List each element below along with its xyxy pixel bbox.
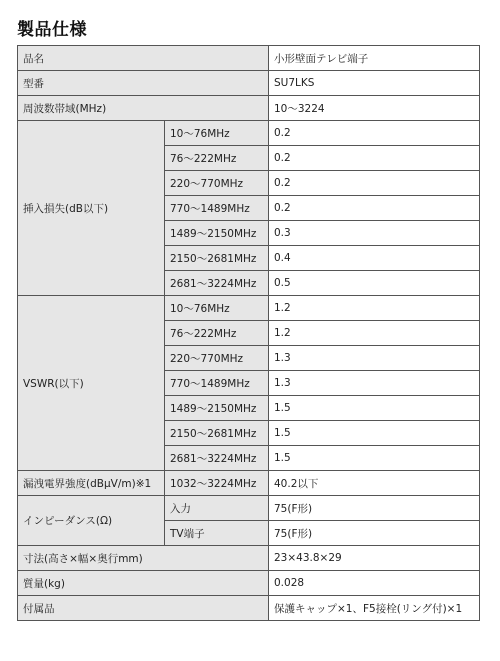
- row-value: 1.3: [269, 346, 480, 371]
- range-label: 76～222MHz: [165, 321, 269, 346]
- row-value: 40.2以下: [269, 471, 480, 496]
- group-label: VSWR(以下): [18, 296, 165, 471]
- table-row: [18, 71, 480, 96]
- range-label: TV端子: [165, 521, 269, 546]
- range-label: 1489～2150MHz: [165, 396, 269, 421]
- range-label: 2150～2681MHz: [165, 421, 269, 446]
- row-value: 75(F形): [269, 496, 480, 521]
- row-value: 1.2: [269, 321, 480, 346]
- row-value: 0.3: [269, 221, 480, 246]
- row-value: 保護キャップ×1、F5接栓(リング付)×1: [269, 596, 480, 621]
- range-label: 1032～3224MHz: [165, 471, 269, 496]
- range-label: 770～1489MHz: [165, 371, 269, 396]
- row-value: 0.2: [269, 146, 480, 171]
- row-value: 1.3: [269, 371, 480, 396]
- table-row: [18, 496, 480, 521]
- range-label: 220～770MHz: [165, 171, 269, 196]
- row-label: 品名: [18, 46, 269, 71]
- row-value: 0.2: [269, 196, 480, 221]
- table-row: [18, 46, 480, 71]
- row-value: SU7LKS: [269, 71, 480, 96]
- row-value: 1.2: [269, 296, 480, 321]
- table-row: [18, 471, 480, 496]
- range-label: 76～222MHz: [165, 146, 269, 171]
- range-label: 770～1489MHz: [165, 196, 269, 221]
- range-label: 2150～2681MHz: [165, 246, 269, 271]
- group-label: インピーダンス(Ω): [18, 496, 165, 546]
- table-row: [18, 96, 480, 121]
- row-value: 1.5: [269, 446, 480, 471]
- range-label: 2681～3224MHz: [165, 446, 269, 471]
- table-row: [18, 296, 480, 321]
- row-label: 周波数帯域(MHz): [18, 96, 269, 121]
- row-value: 1.5: [269, 396, 480, 421]
- row-value: 小形壁面テレビ端子: [269, 46, 480, 71]
- table-row: [18, 546, 480, 571]
- range-label: 10～76MHz: [165, 121, 269, 146]
- row-label: 質量(kg): [18, 571, 269, 596]
- table-row: [18, 571, 480, 596]
- row-label: 型番: [18, 71, 269, 96]
- page-title: 製品仕様: [17, 20, 87, 40]
- group-label: 挿入損失(dB以下): [18, 121, 165, 296]
- table-row: [18, 121, 480, 146]
- row-label: 寸法(高さ×幅×奥行mm): [18, 546, 269, 571]
- range-label: 入力: [165, 496, 269, 521]
- row-value: 0.4: [269, 246, 480, 271]
- range-label: 1489～2150MHz: [165, 221, 269, 246]
- row-value: 1.5: [269, 421, 480, 446]
- table-row: [18, 596, 480, 621]
- row-value: 23×43.8×29: [269, 546, 480, 571]
- row-label: 付属品: [18, 596, 269, 621]
- row-value: 75(F形): [269, 521, 480, 546]
- range-label: 10～76MHz: [165, 296, 269, 321]
- row-value: 0.2: [269, 171, 480, 196]
- spec-table: [17, 45, 480, 621]
- row-value: 10～3224: [269, 96, 480, 121]
- row-value: 0.028: [269, 571, 480, 596]
- row-value: 0.5: [269, 271, 480, 296]
- row-label: 漏洩電界強度(dBμV/m)※1: [18, 471, 165, 496]
- range-label: 220～770MHz: [165, 346, 269, 371]
- row-value: 0.2: [269, 121, 480, 146]
- range-label: 2681～3224MHz: [165, 271, 269, 296]
